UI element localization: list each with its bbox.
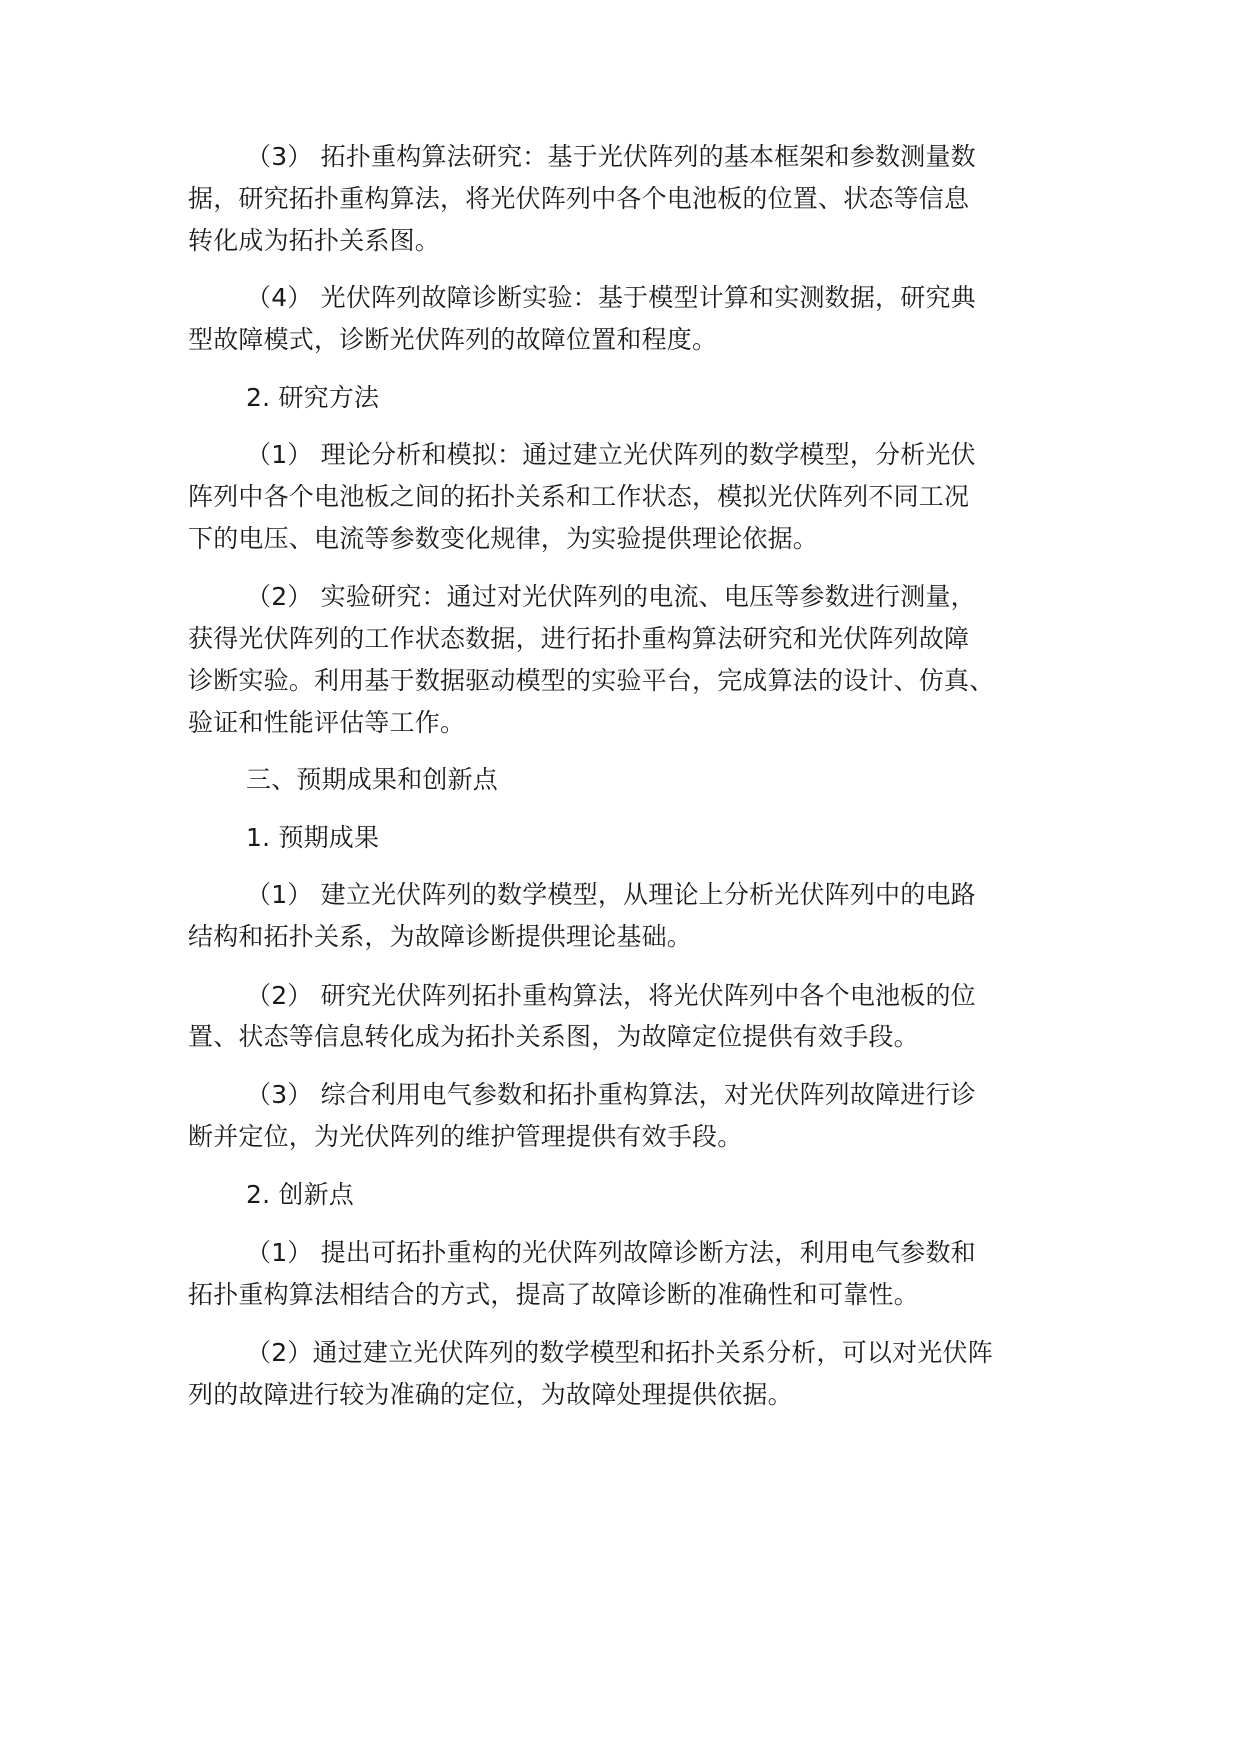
text-line: 下的电压、电流等参数变化规律，为实验提供理论依据。 (188, 524, 819, 553)
text-line: 据，研究拓扑重构算法，将光伏阵列中各个电池板的位置、状态等信息 (188, 184, 970, 213)
text-line: （2） 实验研究：通过对光伏阵列的电流、电压等参数进行测量， (246, 582, 976, 611)
text-line: 列的故障进行较为准确的定位，为故障处理提供依据。 (188, 1380, 793, 1409)
text-line: （3） 拓扑重构算法研究：基于光伏阵列的基本框架和参数测量数 (246, 142, 976, 171)
text-line: 结构和拓扑关系，为故障诊断提供理论基础。 (188, 922, 693, 951)
section-heading: 2. 研究方法 (246, 383, 380, 412)
section-heading: 1. 预期成果 (246, 823, 380, 852)
text-line: 诊断实验。利用基于数据驱动模型的实验平台，完成算法的设计、仿真、 (188, 666, 995, 695)
text-line: 断并定位，为光伏阵列的维护管理提供有效手段。 (188, 1122, 743, 1151)
text-line: 转化成为拓扑关系图。 (188, 226, 441, 255)
text-line: 型故障模式，诊断光伏阵列的故障位置和程度。 (188, 325, 718, 354)
text-line: 获得光伏阵列的工作状态数据，进行拓扑重构算法研究和光伏阵列故障 (188, 624, 970, 653)
text-line: 拓扑重构算法相结合的方式，提高了故障诊断的准确性和可靠性。 (188, 1280, 919, 1309)
text-line: （1） 提出可拓扑重构的光伏阵列故障诊断方法，利用电气参数和 (246, 1238, 976, 1267)
text-line: （4） 光伏阵列故障诊断实验：基于模型计算和实测数据，研究典 (246, 283, 976, 312)
text-line: 验证和性能评估等工作。 (188, 708, 466, 737)
text-line: （1） 建立光伏阵列的数学模型，从理论上分析光伏阵列中的电路 (246, 880, 976, 909)
text-line: （1） 理论分析和模拟：通过建立光伏阵列的数学模型，分析光伏 (246, 440, 976, 469)
section-heading: 2. 创新点 (246, 1180, 354, 1209)
text-line: （2）通过建立光伏阵列的数学模型和拓扑关系分析，可以对光伏阵 (246, 1338, 993, 1367)
text-line: 阵列中各个电池板之间的拓扑关系和工作状态，模拟光伏阵列不同工况 (188, 482, 970, 511)
text-line: 置、状态等信息转化成为拓扑关系图，为故障定位提供有效手段。 (188, 1022, 919, 1051)
text-line: （2） 研究光伏阵列拓扑重构算法，将光伏阵列中各个电池板的位 (246, 981, 976, 1010)
section-heading: 三、预期成果和创新点 (246, 765, 499, 794)
text-line: （3） 综合利用电气参数和拓扑重构算法，对光伏阵列故障进行诊 (246, 1080, 976, 1109)
